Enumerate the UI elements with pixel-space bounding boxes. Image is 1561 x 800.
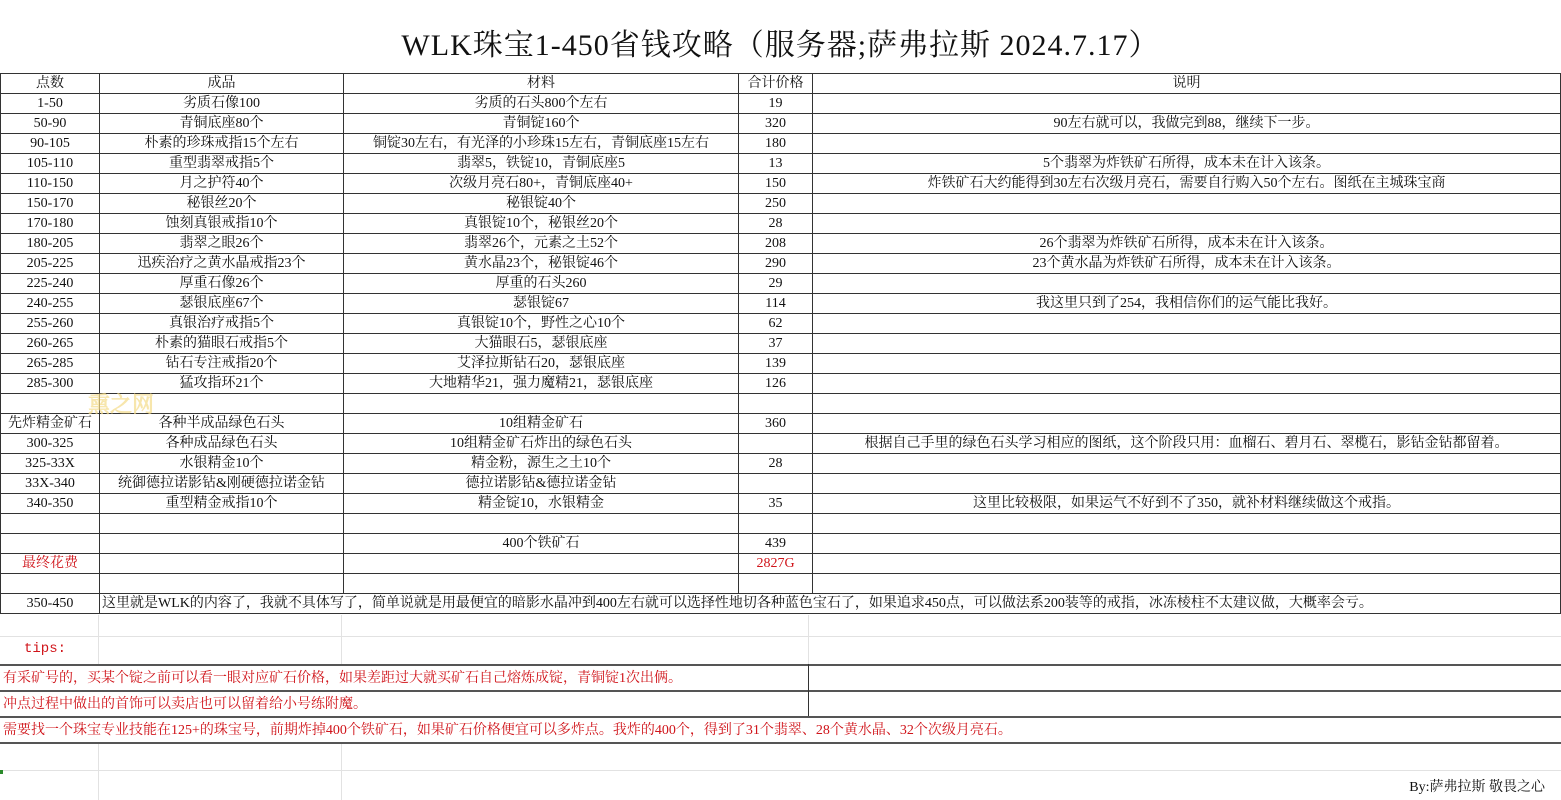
cell-product: 月之护符40个 xyxy=(100,174,344,194)
table-row xyxy=(1,274,1561,294)
cell-points: 300-325 xyxy=(1,434,100,454)
table-row xyxy=(1,94,1561,114)
cell-points xyxy=(1,514,100,534)
cell-price: 35 xyxy=(739,494,813,514)
cell-materials: 翡翠26个，元素之土52个 xyxy=(344,234,739,254)
cell-points xyxy=(1,574,100,594)
header-points: 点数 xyxy=(1,74,100,94)
cell-points: 33X-340 xyxy=(1,474,100,494)
cell-notes: 这里比较极限，如果运气不好到不了350，就补材料继续做这个戒指。 xyxy=(813,494,1561,514)
cell-divider xyxy=(808,664,809,716)
cell-price xyxy=(739,434,813,454)
table-row xyxy=(1,254,1561,274)
cell-notes: 根据自己手里的绿色石头学习相应的图纸，这个阶段只用：血榴石、碧月石、翠榄石，影钻金钻都留着。 xyxy=(813,434,1561,454)
table-row xyxy=(1,514,1561,534)
cell-materials xyxy=(344,394,739,414)
cell-notes: 23个黄水晶为炸铁矿石所得，成本未在计入该条。 xyxy=(813,254,1561,274)
cell-notes xyxy=(813,574,1561,594)
cell-price: 180 xyxy=(739,134,813,154)
cell-marker xyxy=(0,770,3,774)
cell-price: 139 xyxy=(739,354,813,374)
table-row xyxy=(1,494,1561,514)
cell-product: 厚重石像26个 xyxy=(100,274,344,294)
cell-points: 170-180 xyxy=(1,214,100,234)
cell-summary: 这里就是WLK的内容了，我就不具体写了，简单说就是用最便宜的暗影水晶冲到400左右就可以选择性地切各种蓝色宝石了，如果追求450点，可以做法系200装等的戒指，冰冻棱柱不太建议做，大概率会亏。 xyxy=(100,594,1561,614)
cell-materials: 德拉诺影钻&德拉诺金钻 xyxy=(344,474,739,494)
cell-product xyxy=(100,534,344,554)
author-credit: By:萨弗拉斯 敬畏之心 xyxy=(1409,780,1545,795)
cell-materials: 10组精金矿石炸出的绿色石头 xyxy=(344,434,739,454)
table-row xyxy=(1,394,1561,414)
table-row xyxy=(1,314,1561,334)
header-materials: 材料 xyxy=(344,74,739,94)
cell-points: 110-150 xyxy=(1,174,100,194)
cell-price xyxy=(739,574,813,594)
cell-price: 29 xyxy=(739,274,813,294)
cell-materials: 次级月亮石80+，青铜底座40+ xyxy=(344,174,739,194)
cell-points: 285-300 xyxy=(1,374,100,394)
cell-points: 105-110 xyxy=(1,154,100,174)
cell-price: 13 xyxy=(739,154,813,174)
cell-materials: 大猫眼石5，瑟银底座 xyxy=(344,334,739,354)
cell-points: 180-205 xyxy=(1,234,100,254)
cell-notes: 炸铁矿石大约能得到30左右次级月亮石，需要自行购入50个左右。图纸在主城珠宝商 xyxy=(813,174,1561,194)
cell-product: 各种半成品绿色石头 xyxy=(100,414,344,434)
cell-price: 360 xyxy=(739,414,813,434)
cell-price: 19 xyxy=(739,94,813,114)
table-row xyxy=(1,294,1561,314)
cell-product: 统御德拉诺影钻&刚硬德拉诺金钻 xyxy=(100,474,344,494)
cell-product: 翡翠之眼26个 xyxy=(100,234,344,254)
cell-points xyxy=(1,394,100,414)
cell-price: 250 xyxy=(739,194,813,214)
cell-price: 28 xyxy=(739,214,813,234)
cell-product: 瑟银底座67个 xyxy=(100,294,344,314)
cell-product xyxy=(100,554,344,574)
cell-price: 150 xyxy=(739,174,813,194)
cell-notes xyxy=(813,274,1561,294)
cell-points: 90-105 xyxy=(1,134,100,154)
cell-price: 290 xyxy=(739,254,813,274)
cell-price: 114 xyxy=(739,294,813,314)
cell-notes xyxy=(813,534,1561,554)
cell-materials: 精金粉，源生之土10个 xyxy=(344,454,739,474)
table-row xyxy=(1,554,1561,574)
watermark: 熏之网 xyxy=(88,392,155,417)
cell-notes xyxy=(813,354,1561,374)
cell-materials: 真银锭10个，野性之心10个 xyxy=(344,314,739,334)
cell-notes: 90左右就可以，我做完到88，继续下一步。 xyxy=(813,114,1561,134)
cell-notes xyxy=(813,394,1561,414)
cell-notes: 我这里只到了254，我相信你们的运气能比我好。 xyxy=(813,294,1561,314)
cell-notes xyxy=(813,214,1561,234)
header-row xyxy=(1,74,1561,94)
cell-points: 150-170 xyxy=(1,194,100,214)
cell-product: 青铜底座80个 xyxy=(100,114,344,134)
table-row xyxy=(1,214,1561,234)
cell-points: 260-265 xyxy=(1,334,100,354)
cell-points: 225-240 xyxy=(1,274,100,294)
table-row xyxy=(1,474,1561,494)
gridline xyxy=(341,744,342,800)
cell-notes xyxy=(813,374,1561,394)
cell-price xyxy=(739,474,813,494)
cell-product xyxy=(100,574,344,594)
cell-price xyxy=(739,394,813,414)
table-row xyxy=(1,374,1561,394)
table-row xyxy=(1,194,1561,214)
cell-points: 325-33X xyxy=(1,454,100,474)
cell-notes xyxy=(813,474,1561,494)
cell-notes xyxy=(813,314,1561,334)
header-product: 成品 xyxy=(100,74,344,94)
cell-notes xyxy=(813,334,1561,354)
cell-product: 朴素的珍珠戒指15个左右 xyxy=(100,134,344,154)
gridline xyxy=(0,636,1561,637)
cell-price: 37 xyxy=(739,334,813,354)
table-row xyxy=(1,154,1561,174)
leveling-table xyxy=(0,73,1561,614)
table-row xyxy=(1,354,1561,374)
cell-notes xyxy=(813,414,1561,434)
cell-points: 265-285 xyxy=(1,354,100,374)
cell-price xyxy=(739,514,813,534)
cell-materials xyxy=(344,514,739,534)
cell-points: 先炸精金矿石 xyxy=(1,414,100,434)
cell-materials: 艾泽拉斯钻石20，瑟银底座 xyxy=(344,354,739,374)
cell-notes xyxy=(813,194,1561,214)
cell-points: 350-450 xyxy=(1,594,100,614)
cell-product: 重型精金戒指10个 xyxy=(100,494,344,514)
cell-materials: 大地精华21，强力魔精21，瑟银底座 xyxy=(344,374,739,394)
cell-product: 秘银丝20个 xyxy=(100,194,344,214)
cell-product xyxy=(100,514,344,534)
cell-materials: 精金锭10，水银精金 xyxy=(344,494,739,514)
cell-materials: 劣质的石头800个左右 xyxy=(344,94,739,114)
cell-product: 真银治疗戒指5个 xyxy=(100,314,344,334)
cell-points: 205-225 xyxy=(1,254,100,274)
cell-product: 各种成品绿色石头 xyxy=(100,434,344,454)
cell-product: 水银精金10个 xyxy=(100,454,344,474)
cell-product: 朴素的猫眼石戒指5个 xyxy=(100,334,344,354)
cell-materials: 瑟银锭67 xyxy=(344,294,739,314)
cell-product: 劣质石像100 xyxy=(100,94,344,114)
table-row xyxy=(1,174,1561,194)
tips-label: tips: xyxy=(24,641,67,657)
header-total-price: 合计价格 xyxy=(739,74,813,94)
cell-materials: 400个铁矿石 xyxy=(344,534,739,554)
cell-price: 320 xyxy=(739,114,813,134)
tip-row: 冲点过程中做出的首饰可以卖店也可以留着给小号练附魔。 xyxy=(0,690,1561,715)
cell-notes xyxy=(813,454,1561,474)
cell-materials: 青铜锭160个 xyxy=(344,114,739,134)
cell-price: 62 xyxy=(739,314,813,334)
cell-price: 208 xyxy=(739,234,813,254)
cell-points: 50-90 xyxy=(1,114,100,134)
cell-points: 255-260 xyxy=(1,314,100,334)
cell-materials: 厚重的石头260 xyxy=(344,274,739,294)
cell-points xyxy=(1,534,100,554)
cell-materials: 黄水晶23个，秘银锭46个 xyxy=(344,254,739,274)
cell-points: 最终花费 xyxy=(1,554,100,574)
cell-materials: 真银锭10个，秘银丝20个 xyxy=(344,214,739,234)
cell-points: 1-50 xyxy=(1,94,100,114)
cell-materials: 翡翠5，铁锭10，青铜底座5 xyxy=(344,154,739,174)
table-row xyxy=(1,454,1561,474)
table-row xyxy=(1,134,1561,154)
cell-product: 钻石专注戒指20个 xyxy=(100,354,344,374)
tip-row: 需要找一个珠宝专业技能在125+的珠宝号，前期炸掉400个铁矿石，如果矿石价格便宜可以多炸点。我炸的400个，得到了31个翡翠、28个黄水晶、32个次级月亮石。 xyxy=(0,716,1561,744)
cell-notes xyxy=(813,94,1561,114)
cell-materials: 铜锭30左右，有光泽的小珍珠15左右，青铜底座15左右 xyxy=(344,134,739,154)
table-row xyxy=(1,114,1561,134)
cell-product: 重型翡翠戒指5个 xyxy=(100,154,344,174)
cell-notes: 26个翡翠为炸铁矿石所得，成本未在计入该条。 xyxy=(813,234,1561,254)
cell-notes xyxy=(813,514,1561,534)
sheet-title: WLK珠宝1-450省钱攻略（服务器;萨弗拉斯 2024.7.17） xyxy=(401,29,1160,62)
cell-notes: 5个翡翠为炸铁矿石所得，成本未在计入该条。 xyxy=(813,154,1561,174)
table-row xyxy=(1,334,1561,354)
gridline xyxy=(808,615,809,665)
cell-materials: 10组精金矿石 xyxy=(344,414,739,434)
header-notes: 说明 xyxy=(813,74,1561,94)
table-row xyxy=(1,534,1561,554)
table-row xyxy=(1,574,1561,594)
cell-materials xyxy=(344,554,739,574)
cell-product: 迅疾治疗之黄水晶戒指23个 xyxy=(100,254,344,274)
cell-price: 439 xyxy=(739,534,813,554)
gridline xyxy=(98,744,99,800)
table-row xyxy=(1,414,1561,434)
cell-notes xyxy=(813,554,1561,574)
gridline xyxy=(0,770,1561,771)
gridline xyxy=(341,615,342,665)
cell-materials xyxy=(344,574,739,594)
gridline xyxy=(98,615,99,665)
table-row xyxy=(1,434,1561,454)
cell-price: 28 xyxy=(739,454,813,474)
cell-notes xyxy=(813,134,1561,154)
cell-points: 340-350 xyxy=(1,494,100,514)
cell-points: 240-255 xyxy=(1,294,100,314)
tip-row: 有采矿号的，买某个锭之前可以看一眼对应矿石价格，如果差距过大就买矿石自己熔炼成锭，青铜锭1次出俩。 xyxy=(0,664,1561,689)
cell-materials: 秘银锭40个 xyxy=(344,194,739,214)
cell-price: 126 xyxy=(739,374,813,394)
cell-price: 2827G xyxy=(739,554,813,574)
table-row-350-450 xyxy=(1,594,1561,614)
cell-product: 猛攻指环21个 xyxy=(100,374,344,394)
table-row xyxy=(1,234,1561,254)
cell-product: 蚀刻真银戒指10个 xyxy=(100,214,344,234)
